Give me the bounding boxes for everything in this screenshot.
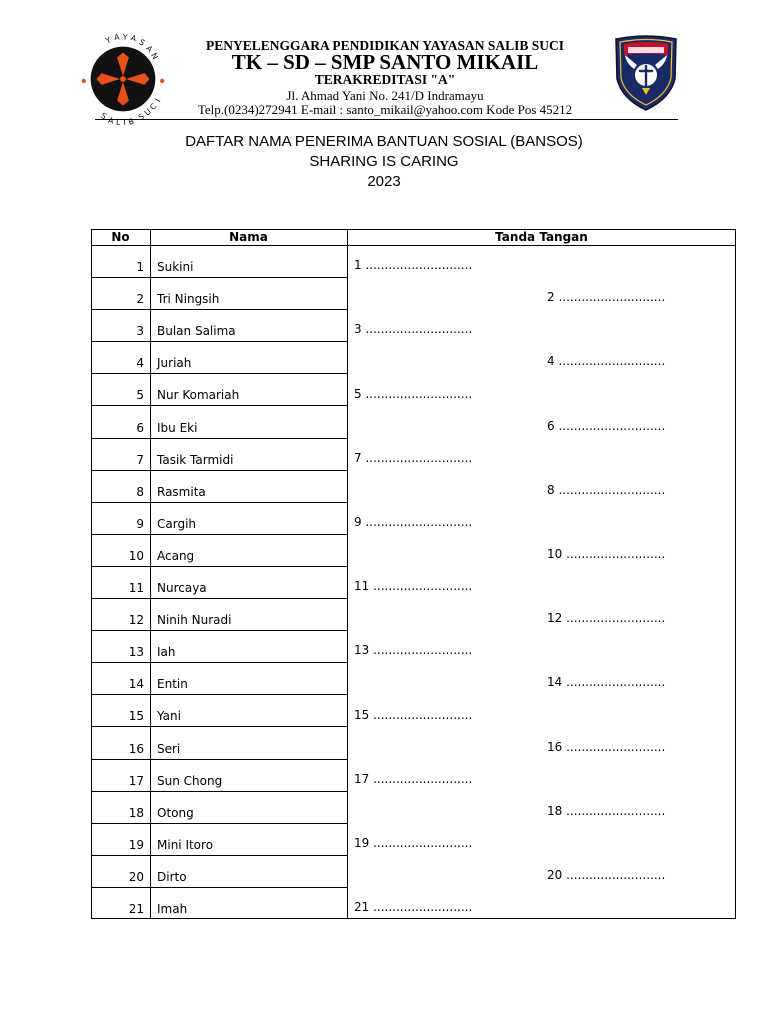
recipient-name: Yani [157, 709, 181, 724]
svg-text:B: B [127, 116, 135, 127]
table-row [91, 278, 347, 310]
signature-line[interactable]: 19 .......................... [354, 835, 473, 850]
signature-line[interactable]: 21 .......................... [354, 900, 473, 915]
recipient-name: Entin [157, 677, 188, 692]
svg-text:C: C [148, 101, 159, 112]
table-row [91, 246, 347, 278]
table-row [91, 760, 347, 792]
signature-line[interactable]: 8 ............................ [547, 482, 666, 497]
row-number: 13 [128, 645, 144, 660]
signature-line[interactable]: 10 .......................... [547, 547, 666, 561]
recipient-name: Acang [157, 548, 195, 563]
column-header-nama: Nama [229, 230, 268, 244]
svg-text:Y: Y [104, 35, 113, 46]
recipient-name: Ibu Eki [157, 420, 198, 435]
signature-line[interactable]: 6 ............................ [547, 418, 666, 433]
recipient-name: Nurcaya [157, 581, 207, 596]
signature-line[interactable]: 5 ............................ [354, 386, 473, 401]
signature-line[interactable]: 9 ............................ [354, 514, 473, 529]
signature-line[interactable]: 13 .......................... [354, 643, 473, 658]
document-title: DAFTAR NAMA PENERIMA BANTUAN SOSIAL (BANSOS) [185, 133, 583, 150]
column-header-tanda-tangan: Tanda Tangan [495, 230, 588, 244]
row-number: 14 [128, 677, 144, 692]
recipient-name: Ninih Nuradi [157, 613, 232, 628]
table-row [91, 439, 347, 471]
recipient-name: Sukini [157, 260, 194, 275]
document-year: 2023 [367, 173, 401, 190]
row-number: 5 [136, 388, 144, 403]
table-row [91, 824, 347, 856]
recipient-name: Cargih [157, 516, 197, 531]
table-row [91, 695, 347, 727]
recipient-name: Rasmita [157, 484, 206, 499]
table-row [91, 471, 347, 503]
signature-line[interactable]: 11 .......................... [354, 579, 473, 594]
table-row [91, 503, 347, 535]
svg-text:I: I [123, 117, 127, 128]
row-number: 18 [128, 805, 144, 820]
table-row [91, 374, 347, 406]
row-number: 6 [136, 420, 144, 435]
svg-text:L: L [115, 117, 121, 128]
row-number: 10 [128, 548, 144, 563]
row-number: 16 [128, 741, 144, 756]
table-row [91, 535, 347, 567]
svg-text:Y: Y [122, 32, 128, 43]
signature-line[interactable]: 12 .......................... [547, 611, 666, 626]
row-number: 9 [136, 516, 144, 531]
yayasan-salib-suci-logo-icon [74, 30, 172, 128]
recipient-table [91, 229, 736, 919]
recipient-name: Bulan Salima [157, 324, 236, 339]
recipient-name: Juriah [157, 356, 192, 371]
table-row [91, 342, 347, 374]
document-subtitle: SHARING IS CARING [309, 153, 459, 170]
row-number: 17 [128, 773, 144, 788]
signature-line[interactable]: 14 .......................... [547, 675, 666, 690]
table-row [91, 631, 347, 663]
signature-line[interactable]: 1 ............................ [354, 258, 473, 273]
svg-text:S: S [137, 37, 147, 48]
accreditation: TERAKREDITASI "A" [314, 72, 456, 87]
row-number: 2 [136, 292, 144, 307]
column-divider [347, 229, 348, 919]
recipient-name: Sun Chong [157, 773, 223, 788]
table-row [91, 407, 347, 439]
row-number: 12 [128, 613, 144, 628]
foundation-name: PENYELENGGARA PENDIDIKAN YAYASAN SALIB SUCI [205, 38, 565, 53]
recipient-name: Seri [157, 741, 181, 756]
svg-text:S: S [99, 110, 109, 122]
signature-line[interactable]: 16 .......................... [547, 739, 666, 754]
table-row [91, 599, 347, 631]
school-name: TK – SD – SMP SANTO MIKAIL [231, 50, 539, 74]
svg-text:A: A [129, 33, 138, 44]
row-number: 7 [136, 452, 144, 467]
signature-line[interactable]: 3 ............................ [354, 322, 473, 337]
table-row [91, 567, 347, 599]
table-row [91, 310, 347, 342]
svg-text:A: A [107, 115, 115, 126]
table-row [91, 792, 347, 824]
row-number: 20 [128, 869, 144, 884]
letterhead-divider [95, 119, 678, 120]
table-row [91, 728, 347, 760]
table-row [91, 856, 347, 888]
signature-line[interactable]: 2 ............................ [547, 290, 666, 305]
recipient-name: Tri Ningsih [157, 292, 220, 307]
row-number: 8 [136, 484, 144, 499]
signature-line[interactable]: 4 ............................ [547, 354, 666, 369]
svg-text:U: U [142, 107, 153, 118]
table-row [91, 663, 347, 695]
recipient-name: Otong [157, 805, 194, 820]
row-number: 11 [128, 581, 144, 596]
school-contact: Telp.(0234)272941 E-mail : santo_mikail@yahoo.com Kode Pos 45212 [197, 102, 573, 117]
signature-line[interactable]: 17 .......................... [354, 771, 473, 786]
row-number: 21 [128, 902, 144, 917]
signature-line[interactable]: 20 .......................... [547, 868, 666, 882]
recipient-name: Tasik Tarmidi [157, 452, 234, 467]
row-number: 1 [136, 260, 144, 275]
recipient-name: Mini Itoro [157, 837, 214, 852]
signature-line[interactable]: 15 .......................... [354, 707, 473, 722]
svg-text:S: S [136, 111, 146, 123]
signature-line[interactable]: 7 ............................ [354, 450, 473, 465]
row-number: 19 [128, 837, 144, 852]
row-number: 3 [136, 324, 144, 339]
recipient-name: Nur Komariah [157, 388, 240, 403]
column-header-no: No [111, 230, 130, 244]
letterhead [0, 0, 768, 128]
svg-text:N: N [149, 51, 160, 61]
recipient-name: Dirto [157, 869, 187, 884]
svg-text:I: I [153, 97, 163, 104]
santo-mikail-shield-logo-icon [612, 33, 680, 111]
row-number: 15 [128, 709, 144, 724]
signature-line[interactable]: 18 .......................... [547, 803, 666, 818]
recipient-name: Iah [157, 645, 176, 660]
row-number: 4 [136, 356, 144, 371]
school-address: Jl. Ahmad Yani No. 241/D Indramayu [286, 88, 484, 103]
svg-text:A: A [144, 43, 155, 54]
table-row [91, 888, 347, 920]
recipient-name: Imah [157, 902, 188, 917]
svg-text:A: A [113, 32, 121, 43]
